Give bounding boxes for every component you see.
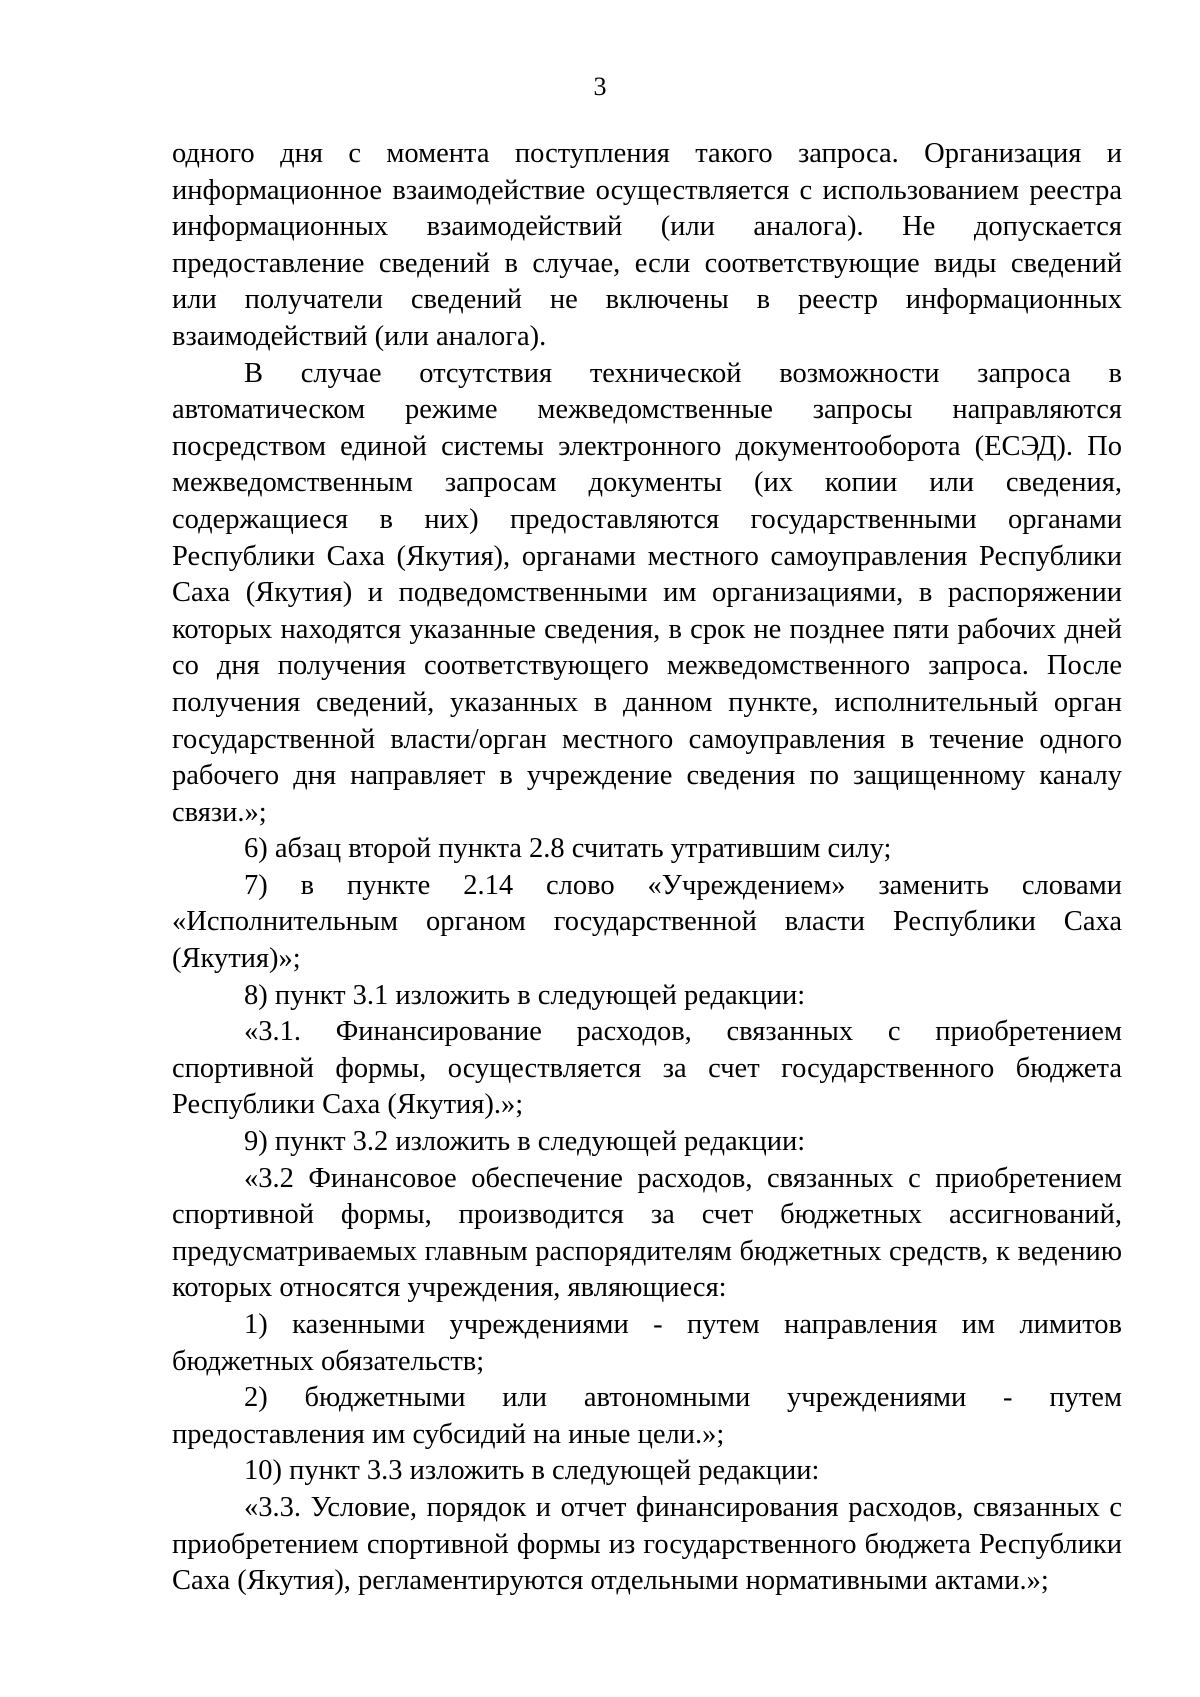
document-body xyxy=(172,136,1122,1600)
paragraph-item-9: 9) пункт 3.2 изложить в следующей редакции: xyxy=(244,1126,806,1158)
paragraph-clause-3-3: «3.3. Условие, порядок и отчет финансирования расходов, связанных с приобретением спортивной формы из государственного бюджета Республики Саха (Якутия), регламентируются отдельными нормативными актами.»; xyxy=(172,1491,1122,1597)
paragraph-item-6: 6) абзац второй пункта 2.8 считать утратившим силу; xyxy=(244,833,892,865)
paragraph-clause-3-2: «3.2 Финансовое обеспечение расходов, связанных с приобретением спортивной формы, производится за счет бюджетных ассигнований, предусматриваемых главным распорядителям бюджетных средств, к ведению которых относятся учреждения, являющиеся: xyxy=(172,1162,1122,1304)
page-number: 3 xyxy=(593,72,607,101)
paragraph-clause-3-1: «3.1. Финансирование расходов, связанных с приобретением спортивной формы, осуществляется за счет государственного бюджета Республики Саха (Якутия).»; xyxy=(172,1016,1122,1121)
paragraph-item-8: 8) пункт 3.1 изложить в следующей редакции: xyxy=(244,979,806,1011)
paragraph-esed: В случае отсутствия технической возможности запроса в автоматическом режиме межведомственные запросы направляются посредством единой системы электронного документооборота (ЕСЭД). По межведомственным запросам документы (их копии или сведения, содержащиеся в них) предоставляются государственными органами Республики Саха (Якутия), органами местного самоуправления Республики Саха (Якутия) и подведомственными им организациями, в распоряжении которых находятся указанные сведения, в срок не позднее пяти рабочих дней со дня получения соответствующего межведомственного запроса. После получения сведений, указанных в данном пункте, исполнительный орган государственной власти/орган местного самоуправления в течение одного рабочего дня направляет в учреждение сведения по защищенному каналу связи.»; xyxy=(172,357,1122,828)
paragraph-item-10: 10) пункт 3.3 изложить в следующей редакции: xyxy=(244,1455,820,1487)
paragraph-subitem-1: 1) казенными учреждениями - путем направления им лимитов бюджетных обязательств; xyxy=(172,1309,1122,1377)
paragraph-continuation: одного дня с момента поступления такого запроса. Организация и информационное взаимодействие осуществляется с использованием реестра информационных взаимодействий (или аналога). Не допускается предоставление сведений в случае, если соответствующие виды сведений или получатели сведений не включены в реестр информационных взаимодействий (или аналога). xyxy=(172,138,1122,352)
paragraph-subitem-2: 2) бюджетными или автономными учреждениями - путем предоставления им субсидий на иные цели.»; xyxy=(172,1382,1122,1450)
paragraph-item-7: 7) в пункте 2.14 слово «Учреждением» заменить словами «Исполнительным органом государственной власти Республики Саха (Якутия)»; xyxy=(172,869,1122,975)
